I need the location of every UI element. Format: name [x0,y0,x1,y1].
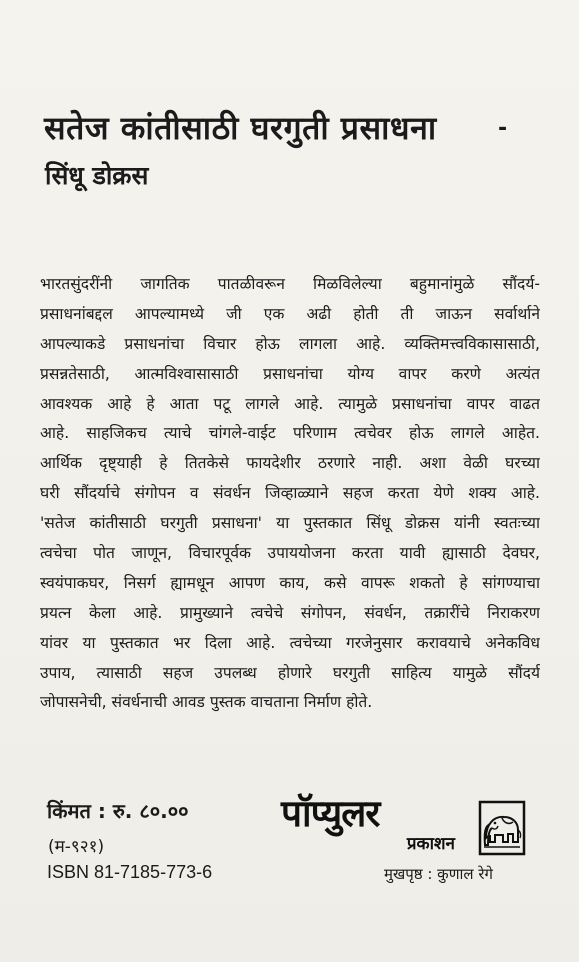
blurb-line: भारतसुंदरींनी जागतिक पातळीवरून मिळविलेल्या बहुमानांमुळे सौंदर्य- [40,275,540,293]
isbn: ISBN 81-7185-773-6 [47,862,213,882]
blurb-line: आहे. साहजिकच त्याचे चांगले-वाईट परिणाम त्वचेवर होऊ लागले आहेत. [40,424,540,443]
publisher-logo [281,793,459,859]
blurb-line: 'सतेज कांतीसाठी घरगुती प्रसाधना' या पुस्तकात सिंधू डोक्रस यांनी स्वतःच्या [40,514,540,533]
blurb-line: प्रसाधनांबद्दल आपल्यामध्ये जी एक अढी होती ती जाऊन सर्वार्थाने [40,304,540,323]
author-name: सिंधू डोक्रस [45,161,149,190]
blurb-line-last: जोपासनेची, संवर्धनाची आवड पुस्तक वाचताना निर्माण होते. [40,693,373,712]
title-dash: - [498,116,508,141]
book-title: सतेज कांतीसाठी घरगुती प्रसाधना [44,109,437,147]
blurb [40,270,540,718]
blurb-line: उपाय, त्यासाठी सहज उपलब्ध होणारे घरगुती साहित्य यामुळे सौंदर्य [40,663,540,682]
blurb-line: आपल्याकडे प्रसाधनांचा विचार होऊ लागला आहे. व्यक्तिमत्त्वविकासासाठी, [40,334,540,353]
blurb-line: प्रयत्न केला आहे. प्रामुख्याने त्वचेचे संगोपन, संवर्धन, तक्रारींचे निराकरण [40,603,540,622]
cover-credit: मुखपृष्ठ : कुणाल रेगे [384,865,493,883]
blurb-line: स्वयंपाकघर, निसर्ग ह्यामधून आपण काय, कसे वापरू शकतो हे सांगण्याचा [40,573,540,592]
publisher-subtitle: प्रकाशन [406,834,455,854]
blurb-line: आवश्यक आहे हे आता पटू लागले आहे. त्यामुळे प्रसाधनांचा वापर वाढत [40,394,540,413]
catalog-code: (म-९२१) [48,837,105,857]
blurb-line: प्रसन्नतेसाठी, आत्मविश्वासासाठी प्रसाधनांचा योग्य वापर करणे अत्यंत [40,364,540,383]
blurb-line: घरी सौंदर्याचे संगोपन व संवर्धन जिव्हाळ्याने सहज करता येणे शक्य आहे. [40,484,540,503]
blurb-line: त्वचेचा पोत जाणून, विचारपूर्वक उपाययोजना करता यावी ह्यासाठी देवघर, [40,544,540,563]
elephant-icon [478,800,526,856]
blurb-line: यांवर या पुस्तकात भर दिला आहे. त्वचेच्या गरजेनुसार करावयाचे अनेकविध [40,633,540,652]
blurb-line: आर्थिक दृष्ट्याही हे तितकेसे फायदेशीर ठरणारे नाही. अशा वेळी घरच्या [40,454,540,473]
publisher-name: पॉप्युलर [281,792,380,835]
price: किंमत : रु. ८०.०० [47,799,189,823]
